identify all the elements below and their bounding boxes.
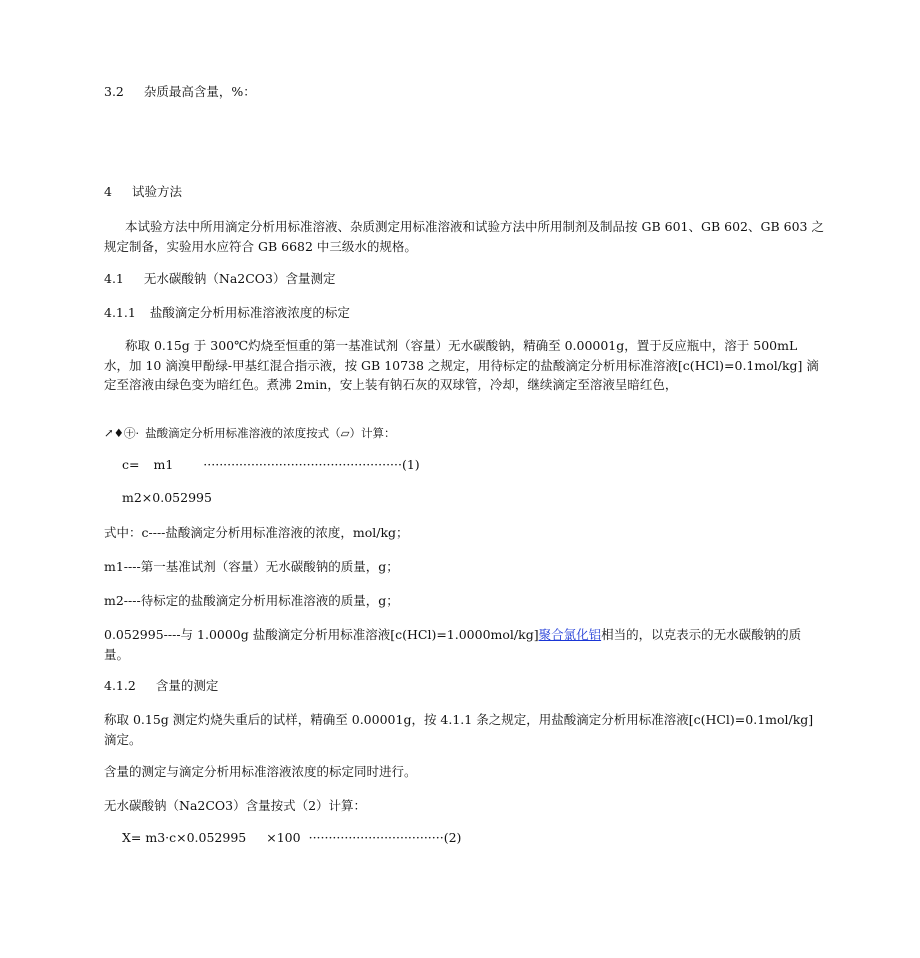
definition-constant-text-a: 0.052995----与 1.0000g 盐酸滴定分析用标准溶液[c(HCl)=1.0000mol/kg] [104,627,539,642]
definition-constant-text-b: 相当的，以克表示的无水碳酸钠的质量。 [104,627,802,662]
section-4-1-1-procedure: 称取 0.15g 于 300℃灼烧至恒重的第一基准试剂（容量）无水碳酸钠，精确至 0.00001g，置于反应瓶中，溶于 500mL 水，加 10 滴溴甲酚绿-甲基红混合指示液，按 GB 10738 之规定，用待标定的盐酸滴定分析用标准溶液[c(HCl)=0.1mol/kg] 滴定至溶液由绿色变为暗红色。煮沸 2min，安上装有钠石灰的双球管，冷却，继续滴定至溶液呈暗红色， [104,338,819,392]
section-number: 4.1 [104,271,124,286]
section-4-heading [104,182,824,201]
section-number: 4 [104,184,112,199]
formula-2-line [122,828,842,847]
definition-constant [104,625,824,664]
section-4-1-heading [104,269,824,288]
calc-intro-1 [104,424,824,443]
formula-1-denominator: m2×0.052995 [122,490,212,505]
section-title: 无水碳酸钠（Na2CO3）含量测定 [143,271,336,286]
section-number: 3.2 [104,84,124,99]
formula-dots: ··················································(1) [203,457,420,472]
formula-numerator: m1 [153,457,174,472]
definition-m1: m1----第一基准试剂（容量）无水碳酸钠的质量，g； [104,559,399,574]
section-4-1-1-heading [104,303,824,322]
formula-lhs: c= [122,457,140,472]
section-title: 杂质最高含量，%： [143,84,256,99]
polyaluminium-chloride-link[interactable]: 聚合氯化铝 [538,627,602,642]
section-number: 4.1.2 [104,678,136,693]
section-4-1-2-procedure: 称取 0.15g 测定灼烧失重后的试样，精确至 0.00001g，按 4.1.1 条之规定，用盐酸滴定分析用标准溶液[c(HCl)=0.1mol/kg] 滴定。 [104,712,814,747]
calc-intro-text: 盐酸滴定分析用标准溶液的浓度按式（▱）计算： [145,426,396,440]
section-4-1-2-heading [104,676,824,695]
formula-2-lhs: X= m3·c×0.052995 [122,830,247,845]
section-number: 4.1.1 [104,305,136,320]
section-title: 盐酸滴定分析用标准溶液浓度的标定 [149,305,350,320]
section-title: 试验方法 [131,184,182,199]
formula-1-numerator-line [122,455,842,474]
definition-c: 式中：c----盐酸滴定分析用标准溶液的浓度，mol/kg； [104,525,409,540]
section-4-intro: 本试验方法中所用滴定分析用标准溶液、杂质测定用标准溶液和试验方法中所用制剂及制品按 GB 601、GB 602、GB 603 之规定制备，实验用水应符合 GB 6682 中三级水的规格。 [104,219,824,254]
section-title: 含量的测定 [155,678,219,693]
section-4-1-2-parallel: 含量的测定与滴定分析用标准溶液浓度的标定同时进行。 [104,764,417,779]
formula-2-dots: ··································(2) [308,830,462,845]
formula-2-rhs: ×100 [266,830,301,845]
garbled-glyphs: ↗♦㊉· [104,426,140,440]
definition-m2: m2----待标定的盐酸滴定分析用标准溶液的质量，g； [104,593,399,608]
calc-intro-2: 无水碳酸钠（Na2CO3）含量按式（2）计算： [104,798,367,813]
section-3-2-heading [104,82,824,101]
